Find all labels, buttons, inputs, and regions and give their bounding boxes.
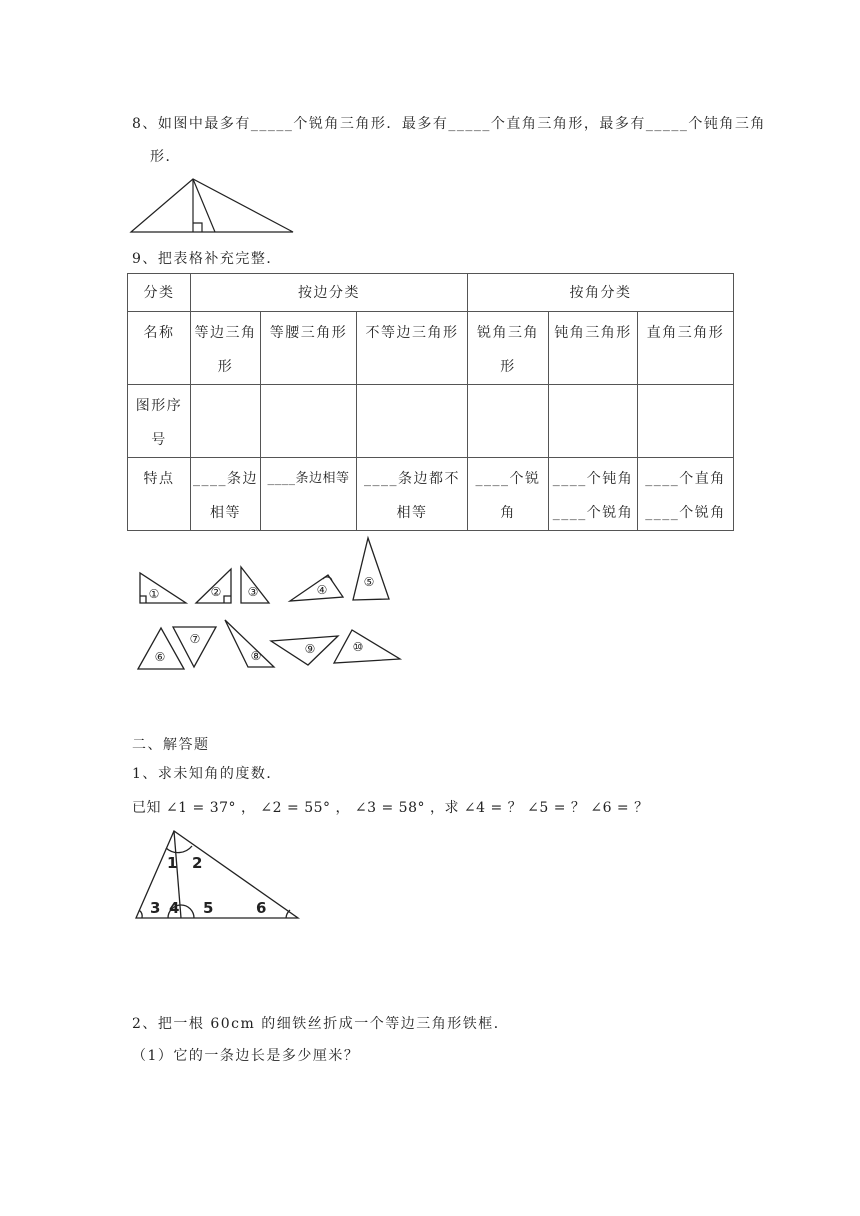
shape-label-4: ④ [316, 583, 328, 597]
cell-feature-acute: ____个锐角 [468, 458, 549, 531]
q1-angle-figure [128, 826, 308, 926]
angle-label-6: 6 [256, 899, 267, 917]
section2-title: 二、解答题 [132, 737, 210, 753]
angle-label-5: 5 [203, 899, 214, 917]
cell-right: 直角三角形 [638, 312, 734, 385]
cell-equilateral: 等边三角形 [191, 312, 261, 385]
right-angle-mark [224, 596, 231, 603]
q8-triangle-figure [128, 174, 298, 236]
shape-label-9: ⑨ [304, 642, 316, 656]
q8-cevian [193, 179, 215, 232]
cell-blank[interactable] [191, 385, 261, 458]
angle-label-2: 2 [192, 854, 203, 872]
cell-blank[interactable] [261, 385, 357, 458]
angle-label-1: 1 [167, 854, 178, 872]
cell-blank[interactable] [357, 385, 468, 458]
triangle-5 [353, 538, 389, 600]
shape-label-6: ⑥ [154, 650, 166, 664]
shape-label-3: ③ [247, 585, 259, 599]
cell-feature-equilateral: ____条边相等 [191, 458, 261, 531]
triangle-8 [225, 620, 274, 667]
section2-q2-sub1: （1）它的一条边长是多少厘米？ [132, 1048, 360, 1064]
cell-feature-isosceles: ____条边相等 [261, 458, 357, 531]
cell-blank[interactable] [549, 385, 638, 458]
triangle-10 [334, 630, 400, 663]
table-row-figure-numbers [128, 385, 734, 458]
obtuse-angle-mark [323, 577, 332, 581]
angle-label-4: 4 [169, 899, 180, 917]
cell-feature-label: 特点 [128, 458, 191, 531]
shape-label-7: ⑦ [189, 632, 201, 646]
shape-label-1: ① [148, 587, 160, 601]
table-row-features [128, 458, 734, 531]
cell-name-label: 名称 [128, 312, 191, 385]
cell-feature-obtuse: ____个钝角 ____个锐角 [549, 458, 638, 531]
shape-label-8: ⑧ [250, 649, 262, 663]
section2-q1-given: 已知 ∠1 = 37° ， ∠2 = 55° ， ∠3 = 58° ，求 ∠4 = ？ ∠5 = ？ ∠6 = ？ [132, 800, 649, 816]
table-row-names [128, 312, 734, 385]
cell-isosceles: 等腰三角形 [261, 312, 357, 385]
shape-label-2: ② [210, 585, 222, 599]
numbered-triangles-figure [128, 535, 408, 680]
cell-feature-scalene: ____条边都不相等 [357, 458, 468, 531]
cell-by-angle: 按角分类 [468, 274, 734, 312]
shape-label-5: ⑤ [363, 575, 375, 589]
angle-arc-6 [286, 910, 290, 918]
cell-scalene: 不等边三角形 [357, 312, 468, 385]
right-angle-mark [140, 596, 146, 603]
angle-arc-top [166, 846, 192, 853]
classification-table [127, 273, 734, 531]
cell-obtuse: 钝角三角形 [549, 312, 638, 385]
q8-line1: 8、如图中最多有_____个锐角三角形．最多有_____个直角三角形，最多有_____个钝角三角 [132, 116, 766, 132]
table-row-header [128, 274, 734, 312]
section2-q2-title: 2、把一根 60cm 的细铁丝折成一个等边三角形铁框． [132, 1016, 510, 1032]
q8-line2: 形． [150, 149, 181, 165]
cell-figure-label: 图形序号 [128, 385, 191, 458]
section2-q1-title: 1、求未知角的度数． [132, 766, 282, 782]
angle-arc-3 [139, 910, 142, 918]
cell-by-side: 按边分类 [191, 274, 468, 312]
q8-right-angle-mark [193, 223, 202, 232]
cell-feature-right: ____个直角 ____个锐角 [638, 458, 734, 531]
q9-title: 9、把表格补充完整． [132, 251, 282, 267]
angle-label-3: 3 [150, 899, 161, 917]
cell-blank[interactable] [468, 385, 549, 458]
cell-blank[interactable] [638, 385, 734, 458]
cell-acute: 锐角三角形 [468, 312, 549, 385]
shape-label-10: ⑩ [352, 640, 364, 654]
triangle-1 [140, 573, 186, 603]
cell-category-label: 分类 [128, 274, 191, 312]
